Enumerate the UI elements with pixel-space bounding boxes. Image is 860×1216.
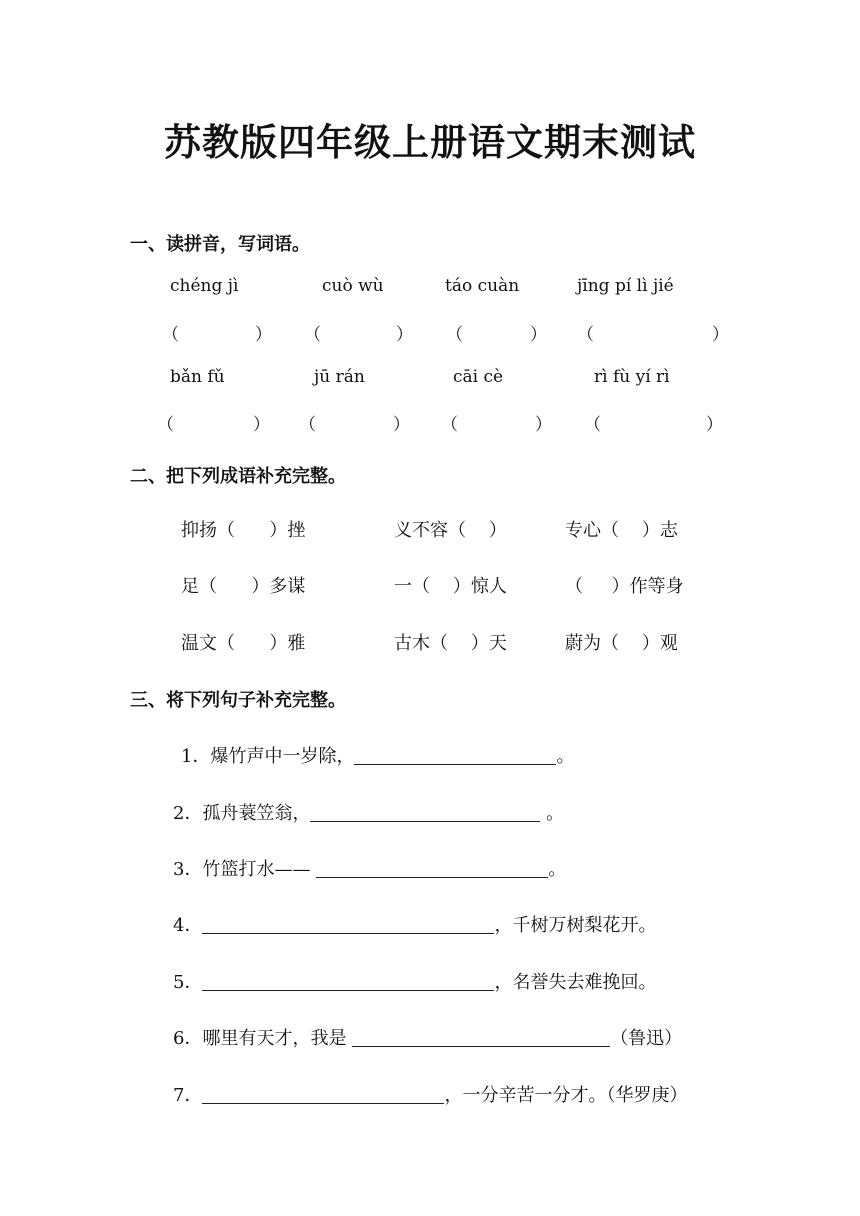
sentence-item: [173, 1024, 682, 1050]
sentence-prefix: 2．孤舟蓑笠翁，: [173, 803, 311, 824]
pinyin-word: jīng pí lì jié: [577, 276, 674, 296]
sentence-prefix: 1．爆竹声中一岁除，: [181, 746, 355, 767]
answer-open-paren: （: [304, 325, 321, 345]
answer-blank[interactable]: [354, 746, 556, 765]
answer-blank[interactable]: [316, 859, 548, 878]
sentence-suffix: ，名誉失去难挽回。: [494, 972, 657, 993]
sentence-prefix: 5．: [173, 972, 203, 993]
page-title: 苏教版四年级上册语文期末测试: [164, 120, 696, 164]
answer-open-paren: （: [577, 325, 594, 345]
section-3-heading: 三、将下列句子补充完整。: [130, 690, 346, 711]
answer-close-paren: ）: [253, 415, 270, 435]
idiom-item: 古木（ ）天: [394, 633, 507, 654]
pinyin-word: rì fù yí rì: [594, 367, 670, 387]
answer-blank[interactable]: [202, 972, 494, 991]
answer-blank[interactable]: [352, 1028, 610, 1047]
answer-close-paren: ）: [535, 415, 552, 435]
sentence-item: [173, 855, 566, 881]
answer-close-paren: ）: [396, 325, 413, 345]
sentence-prefix: 4．: [173, 915, 203, 936]
idiom-item: 一（ ）惊人: [394, 576, 507, 597]
sentence-prefix: 3．竹篮打水——: [173, 859, 317, 880]
sentence-item: [173, 1081, 687, 1107]
answer-blank[interactable]: [202, 915, 494, 934]
sentence-suffix: 。: [556, 746, 575, 767]
answer-open-paren: （: [162, 325, 179, 345]
sentence-prefix: 6．哪里有天才，我是: [173, 1028, 353, 1049]
answer-close-paren: ）: [255, 325, 272, 345]
sentence-item: [173, 911, 656, 937]
answer-blank[interactable]: [202, 1085, 444, 1104]
answer-open-paren: （: [584, 415, 601, 435]
answer-open-paren: （: [299, 415, 316, 435]
answer-blank[interactable]: [310, 803, 540, 822]
idiom-item: 抑扬（ ）挫: [181, 520, 306, 541]
sentence-suffix: ，一分辛苦一分才。（华罗庚）: [444, 1085, 688, 1106]
idiom-item: 蔚为（ ）观: [565, 633, 678, 654]
pinyin-word: jū rán: [314, 367, 365, 387]
answer-open-paren: （: [157, 415, 174, 435]
pinyin-word: bǎn fǔ: [170, 367, 225, 387]
answer-open-paren: （: [446, 325, 463, 345]
sentence-suffix: 。: [540, 803, 565, 824]
answer-close-paren: ）: [706, 415, 723, 435]
pinyin-word: cāi cè: [453, 367, 504, 387]
answer-close-paren: ）: [712, 325, 729, 345]
sentence-suffix: 。: [548, 859, 567, 880]
sentence-suffix: ，千树万树梨花开。: [494, 915, 657, 936]
pinyin-word: táo cuàn: [445, 276, 520, 296]
sentence-item: [173, 799, 564, 825]
idiom-item: 足（ ）多谋: [181, 576, 306, 597]
answer-close-paren: ）: [393, 415, 410, 435]
idiom-item: 义不容（ ）: [394, 520, 507, 541]
pinyin-word: cuò wù: [322, 276, 384, 296]
idiom-item: 温文（ ）雅: [181, 633, 306, 654]
sentence-prefix: 7．: [173, 1085, 203, 1106]
section-1-heading: 一、读拼音，写词语。: [130, 234, 310, 255]
sentence-item: [181, 742, 574, 768]
sentence-item: [173, 968, 656, 994]
answer-open-paren: （: [441, 415, 458, 435]
pinyin-word: chéng jì: [170, 276, 239, 296]
sentence-suffix: （鲁迅）: [610, 1028, 683, 1049]
idiom-item: （ ）作等身: [565, 576, 684, 597]
idiom-item: 专心（ ）志: [565, 520, 678, 541]
answer-close-paren: ）: [530, 325, 547, 345]
section-2-heading: 二、把下列成语补充完整。: [130, 466, 346, 487]
